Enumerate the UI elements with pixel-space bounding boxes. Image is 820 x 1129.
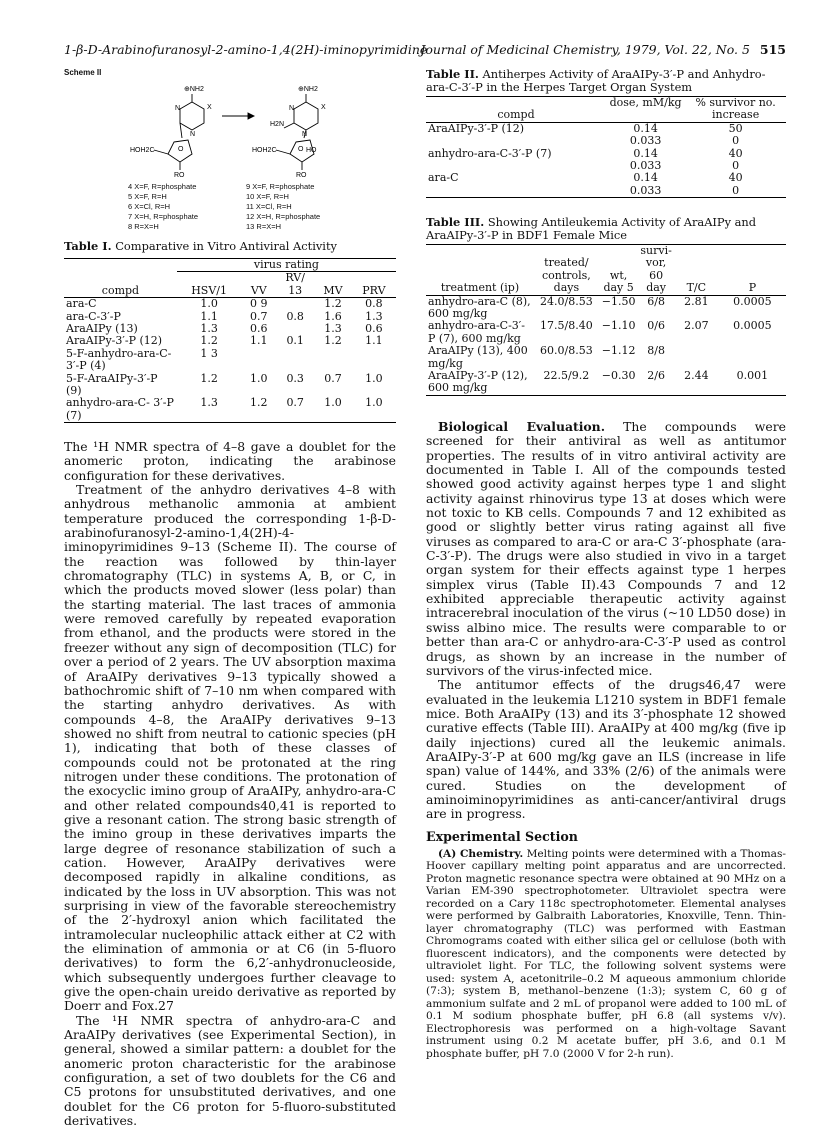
value-cell: 0/6 — [647, 319, 665, 333]
table-row — [64, 397, 396, 422]
row-label-cell: anhydro-ara-C-3′-P (7) — [428, 146, 552, 160]
value-cell: 2.44 — [674, 370, 719, 395]
value-cell: 0.7 — [250, 309, 268, 323]
value-cell: 17.5/8.40 — [540, 319, 593, 333]
value-cell: 2/6 — [638, 370, 673, 395]
row-label-cell: ara-C — [428, 171, 459, 185]
atom-hoh2c-right: HOH2C — [252, 147, 277, 154]
subsection-heading: (A) Chemistry. — [438, 847, 524, 860]
value-cell: 1.2 — [324, 297, 342, 311]
atom-x-right: X — [321, 104, 326, 111]
value-cell: 1.3 — [365, 309, 383, 323]
header-title: 1-β-D-Arabinofuranosyl-2-amino-1,4(2H)-iminopyrimidine — [64, 42, 428, 57]
paragraph: Biological Evaluation. The compounds were screened for their antiviral as well as antitumor properties. The results of in vitro antiviral activity are documented in Table I. All of the compounds tested showed good activity against herpes type 1 and slight activity against rhinovirus type 13 at doses which were not toxic to KB cells. Compounds 7 and 12 exhibited as good or slightly better virus rating against all five viruses as compared to ara-C or ara-C 3′-phosphate (ara-C-3′-P). The drugs were also studied in vivo in a target organ system for their effects against type 1 herpes simplex virus (Table II).43 Compounds 7 and 12 exhibited appreciable therapeutic activity against intracerebral inoculation of the virus (~10 LD50 dose) in swiss albino mice. The results were comparable to or better than ara-C or anhydro-ara-C-3′-P used as control drugs, as shown by an increase in the number of survivors of the virus-infected mice. — [426, 419, 786, 678]
atom-ho-right: HO — [306, 147, 317, 154]
value-cell: 0.7 — [324, 371, 342, 385]
value-cell — [719, 345, 786, 370]
table-row — [426, 135, 786, 147]
row-label-cell — [426, 185, 606, 198]
value-cell: 1.0 — [352, 397, 396, 422]
header-journal: Journal of Medicinal Chemistry, 1979, Vol. 22, No. 5 515 — [420, 42, 786, 57]
value-cell: 50 — [728, 121, 743, 135]
atom-nh2-left: ⊕NH2 — [184, 86, 204, 93]
value-cell: 1.2 — [241, 397, 276, 422]
value-cell: 40 — [728, 171, 743, 185]
left-column — [64, 68, 396, 77]
value-cell: 0.033 — [606, 185, 685, 198]
scheme-label: Scheme II — [64, 68, 102, 77]
page-number: 515 — [759, 42, 786, 57]
value-cell — [314, 348, 352, 373]
value-cell: 0.0005 — [733, 294, 772, 308]
row-label-cell: AraAIPy (13), 400 mg/kg — [428, 344, 528, 370]
value-cell: 0.7 — [276, 397, 314, 422]
value-cell — [276, 298, 314, 311]
atom-n2-left: N — [190, 131, 196, 138]
value-cell: 0.3 — [286, 371, 304, 385]
atom-h2n-right: H2N — [270, 121, 285, 128]
scheme-ii-structures — [130, 80, 360, 178]
section-heading: Experimental Section — [426, 828, 578, 844]
value-cell: 1.3 — [177, 397, 241, 422]
value-cell: 0.14 — [633, 146, 658, 160]
table-row — [426, 295, 786, 320]
value-cell — [674, 345, 719, 370]
value-cell: 0 — [732, 134, 740, 148]
table1-group-header: virus rating — [177, 259, 396, 272]
left-body-text — [64, 440, 396, 1129]
table-row — [64, 348, 396, 373]
value-cell: 0 — [685, 185, 786, 198]
row-label-cell: 5-F-anhydro-ara-C- 3′-P (4) — [66, 346, 172, 373]
value-cell: 1.1 — [200, 309, 218, 323]
value-cell: 1.6 — [324, 309, 342, 323]
value-cell: 1.2 — [200, 371, 218, 385]
right-body-text — [426, 420, 786, 1060]
value-cell: 0 9 — [250, 297, 268, 311]
value-cell — [352, 348, 396, 373]
row-label-cell: AraAIPy-3′-P (12), 600 mg/kg — [426, 370, 534, 395]
row-label-cell: ara-C-3′-P — [66, 309, 121, 323]
value-cell: 0.8 — [286, 309, 304, 323]
value-cell: 0.033 — [629, 159, 662, 173]
legend-item: 10 X=F, R=H — [246, 192, 289, 201]
row-label-cell: anhydro-ara-C- 3′-P (7) — [64, 397, 177, 422]
table2-block — [426, 68, 786, 198]
value-cell: 1.2 — [324, 334, 342, 348]
value-cell: 40 — [728, 146, 743, 160]
value-cell: 1.3 — [200, 322, 218, 336]
section-heading: Biological Evaluation. — [438, 419, 606, 434]
value-cell: 22.5/9.2 — [534, 370, 599, 395]
atom-ro-left: RO — [174, 172, 185, 178]
table3-block — [426, 216, 786, 396]
table-row — [426, 320, 786, 345]
legend-item: 8 R=X=H — [128, 222, 159, 231]
value-cell: 1.1 — [365, 334, 383, 348]
atom-hoh2c-left: HOH2C — [130, 147, 155, 154]
value-cell: 1.0 — [314, 397, 352, 422]
table2-caption: Table II. Antiherpes Activity of AraAIPy-3′-P and Anhydro-ara-C-3′-P in the Herpes Target Organ System — [426, 67, 766, 94]
value-cell: 6/8 — [647, 294, 665, 308]
row-label-cell: AraAIPy-3′-P (12) — [66, 334, 163, 348]
value-cell: 0.1 — [286, 334, 304, 348]
value-cell: 0.14 — [633, 171, 658, 185]
atom-o-left: O — [178, 146, 184, 153]
value-cell: 0.033 — [629, 134, 662, 148]
value-cell: 1.0 — [250, 371, 268, 385]
value-cell: −1.50 — [601, 294, 636, 308]
atom-n2-right: N — [302, 131, 308, 138]
table1-block — [64, 240, 396, 423]
paragraph: The ¹H NMR spectra of 4–8 gave a doublet for the anomeric proton, indicating the arabinose configuration for these derivatives. — [64, 439, 396, 483]
legend-item: 6 X=Cl, R=H — [128, 202, 171, 211]
value-cell — [276, 348, 314, 373]
legend-item: 11 X=Cl, R=H — [246, 202, 292, 211]
paragraph: The ¹H NMR spectra of anhydro-ara-C and AraAIPy derivatives (see Experimental Section), in general, showed a similar pattern: a doublet for the anomeric proton characteristic for the arabinose configuration, a set of two doublets for the C6 and C5 protons for unsubstituted derivatives, and one doublet for the C6 proton for 5-fluoro-substituted derivatives. — [64, 1012, 396, 1129]
table1 — [64, 258, 396, 423]
table2-header-row: compd dose, mM/kg % survivor no. increase — [426, 97, 786, 123]
table2 — [426, 96, 786, 198]
value-cell: 1.0 — [365, 371, 383, 385]
atom-n-right: N — [289, 105, 295, 112]
value-cell: 0.8 — [365, 297, 383, 311]
value-cell: −1.12 — [601, 344, 636, 358]
value-cell: 2.07 — [684, 319, 709, 333]
row-label-cell: ara-C — [66, 297, 97, 311]
atom-o-right: O — [298, 146, 304, 153]
value-cell: 2.81 — [684, 294, 709, 308]
value-cell: 0.14 — [633, 121, 658, 135]
table1-caption: Table I. Comparative in Vitro Antiviral Activity — [64, 239, 337, 253]
value-cell: 1.1 — [250, 334, 268, 348]
value-cell: 1 3 — [200, 346, 218, 360]
row-label-cell: 5-F-AraAIPy-3′-P (9) — [66, 371, 158, 398]
value-cell: 0.0005 — [733, 319, 772, 333]
table-row — [64, 373, 396, 398]
legend-item: 12 X=H, R=phosphate — [246, 212, 321, 221]
value-cell: −0.30 — [599, 370, 639, 395]
legend-item: 5 X=F, R=H — [128, 192, 167, 201]
scheme-legend-left — [128, 182, 198, 232]
value-cell: 60.0/8.53 — [540, 344, 593, 358]
row-label-cell — [426, 135, 606, 147]
value-cell: 1.2 — [200, 334, 218, 348]
table-row — [426, 345, 786, 370]
legend-item: 9 X=F, R=phosphate — [246, 182, 315, 191]
legend-item: 4 X=F, R=phosphate — [128, 182, 197, 191]
row-label-cell: anhydro-ara-C-3′- P (7), 600 mg/kg — [428, 319, 526, 345]
table3 — [426, 244, 786, 396]
row-label-cell: AraAIPy (13) — [66, 322, 138, 336]
legend-item: 7 X=H, R=phosphate — [128, 212, 199, 221]
value-cell: 0 — [732, 159, 740, 173]
value-cell: 0.001 — [719, 370, 786, 395]
row-label-cell: anhydro-ara-C (8), 600 mg/kg — [428, 294, 531, 321]
value-cell — [241, 348, 276, 373]
value-cell: 1.0 — [200, 297, 218, 311]
table3-caption: Table III. Showing Antileukemia Activity of AraAIPy and AraAIPy-3′-P in BDF1 Female Mice — [426, 215, 757, 242]
atom-x-left: X — [207, 104, 212, 111]
value-cell: 1.3 — [324, 322, 342, 336]
legend-item: 13 R=X=H — [246, 222, 282, 231]
row-label-cell: AraAIPy-3′-P (12) — [428, 121, 525, 135]
atom-nh2-right: ⊕NH2 — [298, 86, 318, 93]
value-cell: 24.0/8.53 — [540, 294, 593, 308]
paragraph: The antitumor effects of the drugs46,47 were evaluated in the leukemia L1210 system in BDF1 female mice. Both AraAIPy (13) and its 3′-phosphate 12 showed curative effects (Table III). AraAIPy at 400 mg/kg (five ip daily injections) cured all the leukemic animals. AraAIPy-3′-P at 600 mg/kg gave an ILS (increase in life span) value of 144%, and 33% (2/6) of the animals were cured. Studies on the development of aminoiminopyrimidines as anti-cancer/antiviral drugs are in progress. — [426, 677, 786, 822]
value-cell: 0.6 — [250, 322, 268, 336]
value-cell: −1.10 — [601, 319, 636, 333]
atom-ro-right: RO — [296, 172, 307, 178]
table-row — [64, 335, 396, 347]
table3-header-row: treatment (ip) treated/ controls, days wt, day 5 survi- vor, 60 day T/C P — [426, 245, 786, 296]
table-row — [64, 298, 396, 311]
table-row — [426, 172, 786, 184]
scheme-legend-right — [246, 182, 320, 232]
table-row — [426, 370, 786, 395]
table1-header-row: compd HSV/1 VV RV/ 13 MV PRV — [64, 272, 396, 298]
table-row — [426, 185, 786, 198]
value-cell: 8/8 — [647, 344, 665, 358]
paragraph: (A) Chemistry. Melting points were determined with a Thomas-Hoover capillary melting point apparatus and are uncorrected. Proton magnetic resonance spectra were obtained at 90 MHz on a Varian EM-390 spectrophotometer. Ultraviolet spectra were recorded on a Cary 118c spectrophotometer. Elemental analyses were performed by Galbraith Laboratories, Knoxville, Tenn. Thin-layer chromatography (TLC) was performed with Eastman Chromograms coated with either silica gel or cellulose (both with fluorescent indicators), and the components were detected by ultraviolet light. For TLC, the following solvent systems were used: system A, acetonitrile–0.2 M aqueous ammonium chloride (7:3); system B, methanol–benzene (1:3); system C, 60 g of ammonium sulfate and 2 mL of propanol were added to 100 mL of 0.1 M sodium phosphate buffer, pH 6.8 (all systems v/v). Electrophoresis was performed on a high-voltage Savant instrument using 0.2 M acetate buffer, pH 3.6, and 0.1 M phosphate buffer, pH 7.0 (2000 V for 2-h run). — [426, 847, 786, 1060]
value-cell: 0.6 — [365, 322, 383, 336]
atom-n-left: N — [175, 105, 181, 112]
paragraph: Treatment of the anhydro derivatives 4–8 with anhydrous methanolic ammonia at ambient temperature produced the corresponding 1-β-D-arabinofuranosyl-2-amino-1,4(2H)-4-iminopyrimidines 9–13 (Scheme II). The course of the reaction was followed by thin-layer chromatography (TLC) in systems A, B, or C, in which the products moved slower (less polar) than the starting material. The last traces of ammonia were removed carefully by repeated evaporation from ethanol, and the products were stored in the freezer without any sign of decomposition (TLC) for over a period of 2 years. The UV absorption maxima of AraAIPy derivatives 9–13 typically showed a bathochromic shift of 7–10 nm when compared with the starting anhydro derivatives. As with compounds 4–8, the AraAIPy derivatives 9–13 showed no shift from neutral to cationic species (pH 1), indicating that both of these classes of compounds could not be protonated at the ring nitrogen under these conditions. The protonation of the exocyclic imino group of AraAIPy, anhydro-ara-C and other related compounds40,41 is reported to give a resonant cation. The strong basic strength of the imino group in these derivatives imparts the large degree of resonance stabilization of such a cation. However, AraAIPy derivatives were decomposed rapidly in alkaline conditions, as indicated by the loss in UV absorption. This was not surprising in view of the favorable stereochemistry of the 2′-hydroxyl anion which facilitated the intramolecular nucleophilic attack either at C2 with the elimination of ammonia or at C6 (in 5-fluoro derivatives) to form the 6,2′-anhydronucleoside, which subsequently undergoes further cleavage to give the open-chain ureido derivative as reported by Doerr and Fox.27 — [64, 482, 396, 1014]
